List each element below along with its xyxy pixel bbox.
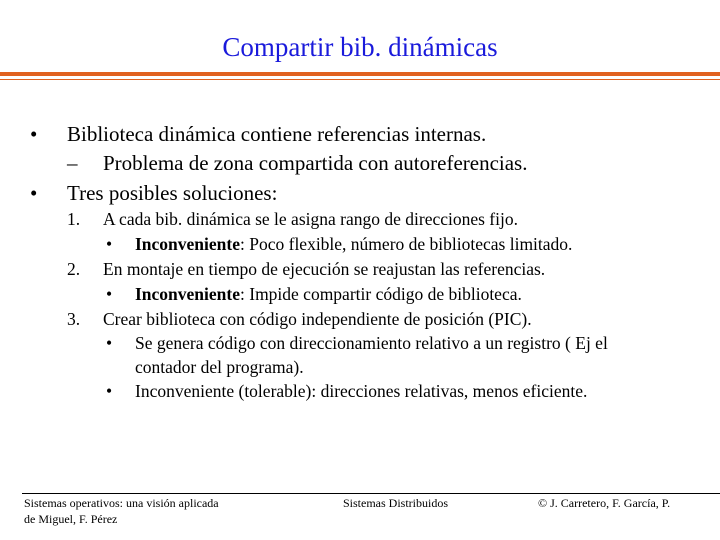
sub-bullet-text: Problema de zona compartida con autoreferencias.	[103, 151, 528, 175]
solution-number: 1.	[67, 209, 81, 229]
title-divider	[0, 72, 720, 76]
footer-book-authors: de Miguel, F. Pérez	[24, 512, 118, 526]
detail-bold-label: Inconveniente	[135, 284, 240, 304]
detail-bullet-marker: •	[106, 333, 113, 353]
footer-copyright: © J. Carretero, F. García, P.	[538, 496, 671, 510]
detail-text	[135, 236, 572, 254]
bullet-marker: •	[30, 181, 38, 205]
detail-rest: : Poco flexible, número de bibliotecas limitado.	[240, 234, 573, 254]
sub-bullet-marker: –	[67, 151, 78, 175]
detail-bullet-marker: •	[106, 381, 113, 401]
detail-bold-label: Inconveniente	[135, 234, 240, 254]
solution-text: En montaje en tiempo de ejecución se reajustan las referencias.	[103, 259, 546, 279]
solution-text: Crear biblioteca con código independiente de posición (PIC).	[103, 309, 532, 329]
solution-text: A cada bib. dinámica se le asigna rango de direcciones fijo.	[103, 209, 518, 229]
slide-title: Compartir bib. dinámicas	[222, 32, 498, 62]
detail-text: Se genera código con direccionamiento relativo a un registro ( Ej el	[135, 333, 608, 353]
detail-rest: : Impide compartir código de biblioteca.	[240, 284, 522, 304]
footer-left	[24, 495, 219, 527]
bullet-marker: •	[30, 122, 38, 146]
detail-text-continued: contador del programa).	[135, 357, 304, 377]
detail-text: Inconveniente (tolerable): direcciones relativas, menos eficiente.	[135, 381, 588, 401]
bullet-text: Tres posibles soluciones:	[67, 181, 278, 205]
title-divider-thin	[0, 79, 720, 80]
detail-text	[135, 286, 522, 304]
solution-number: 3.	[67, 309, 81, 329]
solution-number: 2.	[67, 259, 81, 279]
detail-bullet-marker: •	[106, 284, 113, 304]
footer-center: Sistemas Distribuidos	[343, 496, 449, 510]
detail-bullet-marker: •	[106, 234, 113, 254]
bullet-text: Biblioteca dinámica contiene referencias internas.	[67, 122, 487, 146]
footer-divider	[22, 493, 720, 494]
footer-book-title: Sistemas operativos: una visión aplicada	[24, 496, 219, 510]
